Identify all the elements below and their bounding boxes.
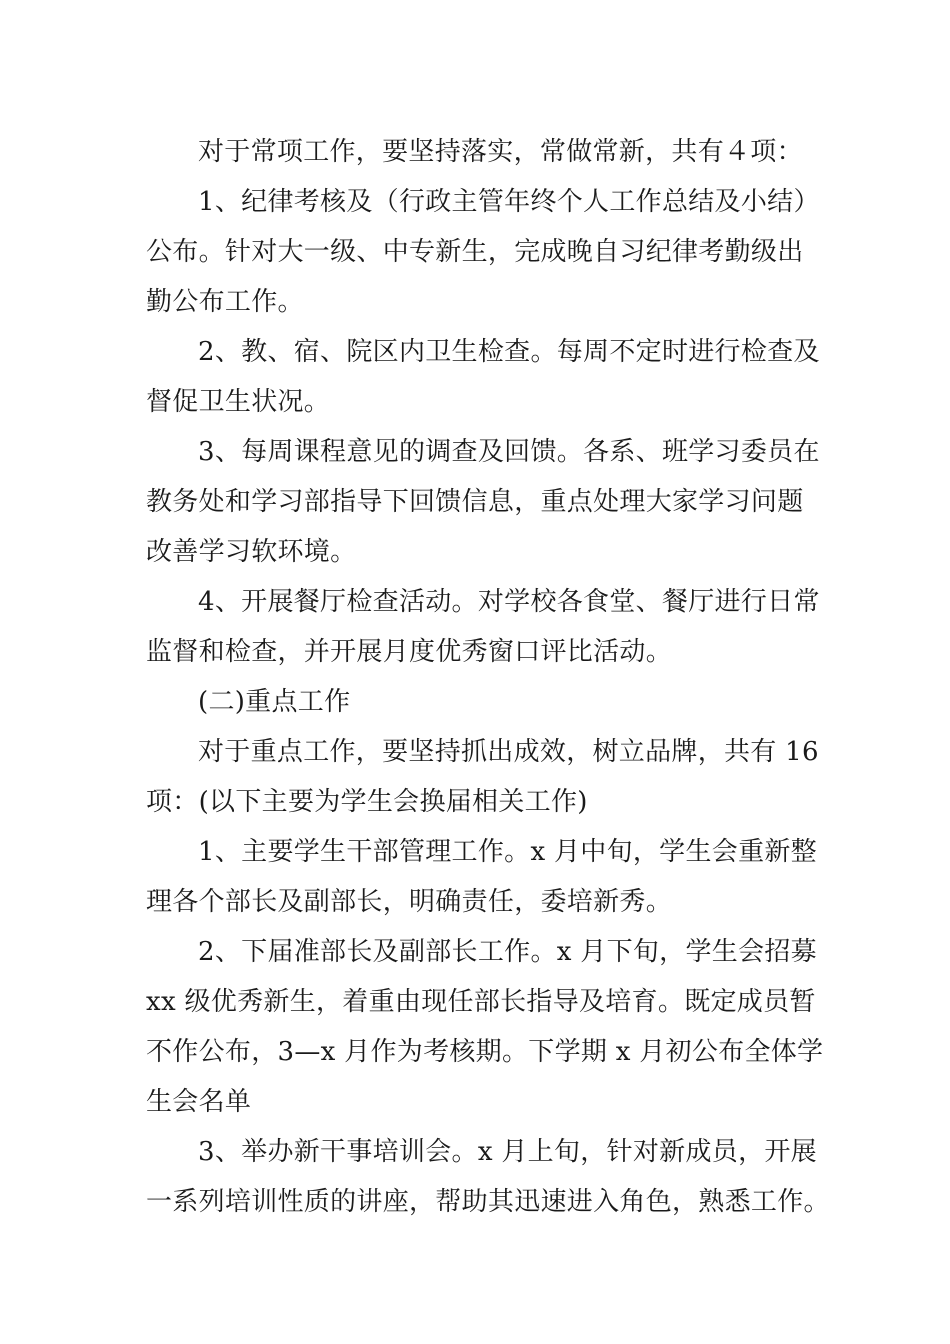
text-line: 理各个部长及副部长，明确责任，委培新秀。 (146, 887, 673, 917)
text-line: 4、开展餐厅检查活动。对学校各食堂、餐厅进行日常 (198, 587, 820, 617)
text-line: 公布。针对大一级、中专新生，完成晚自习纪律考勤级出 (146, 237, 804, 267)
text-line: 2、教、宿、院区内卫生检查。每周不定时进行检查及 (198, 337, 820, 367)
text-line: 监督和检查，并开展月度优秀窗口评比活动。 (146, 637, 673, 667)
section-heading-key-work (146, 677, 808, 727)
text-line: 改善学习软环境。 (146, 537, 357, 567)
text-line: 督促卫生状况。 (146, 387, 331, 417)
text-line: 1、纪律考核及（行政主管年终个人工作总结及小结） (198, 187, 820, 217)
paragraph-routine-intro (146, 127, 808, 177)
text-line: 3、每周课程意见的调查及回馈。各系、班学习委员在 (198, 437, 820, 467)
paragraph-key-intro (146, 727, 819, 827)
paragraph-item-3-feedback (146, 427, 820, 577)
text-line: 生会名单 (146, 1087, 252, 1117)
text-line: 教务处和学习部指导下回馈信息，重点处理大家学习问题 (146, 487, 804, 517)
paragraph-item-2-hygiene (146, 327, 820, 427)
document-body (146, 127, 830, 1227)
paragraph-item-4-canteen (146, 577, 820, 677)
text-line: 3、举办新干事培训会。x 月上旬，针对新成员，开展 (198, 1137, 817, 1167)
text-line: 1、主要学生干部管理工作。x 月中旬，学生会重新整 (198, 837, 817, 867)
text-line: 项：(以下主要为学生会换届相关工作) (146, 787, 588, 817)
text-line: 不作公布，3—x 月作为考核期。下学期 x 月初公布全体学 (146, 1037, 824, 1067)
text-line: 对于重点工作，要坚持抓出成效，树立品牌，共有 16 (198, 737, 819, 767)
paragraph-key-item-2 (146, 927, 824, 1127)
paragraph-key-item-1 (146, 827, 817, 927)
text-line: 对于常项工作，要坚持落实，常做常新，共有４项： (198, 137, 803, 167)
paragraph-key-item-3 (146, 1127, 830, 1227)
text-line: 2、下届准部长及副部长工作。x 月下旬，学生会招募 (198, 937, 817, 967)
text-line: 一系列培训性质的讲座，帮助其迅速进入角色，熟悉工作。 (146, 1187, 830, 1217)
text-line: xx 级优秀新生，着重由现任部长指导及培育。既定成员暂 (146, 987, 816, 1017)
paragraph-item-1-discipline (146, 177, 820, 327)
text-line: 勤公布工作。 (146, 287, 304, 317)
text-line: (二)重点工作 (198, 687, 351, 717)
